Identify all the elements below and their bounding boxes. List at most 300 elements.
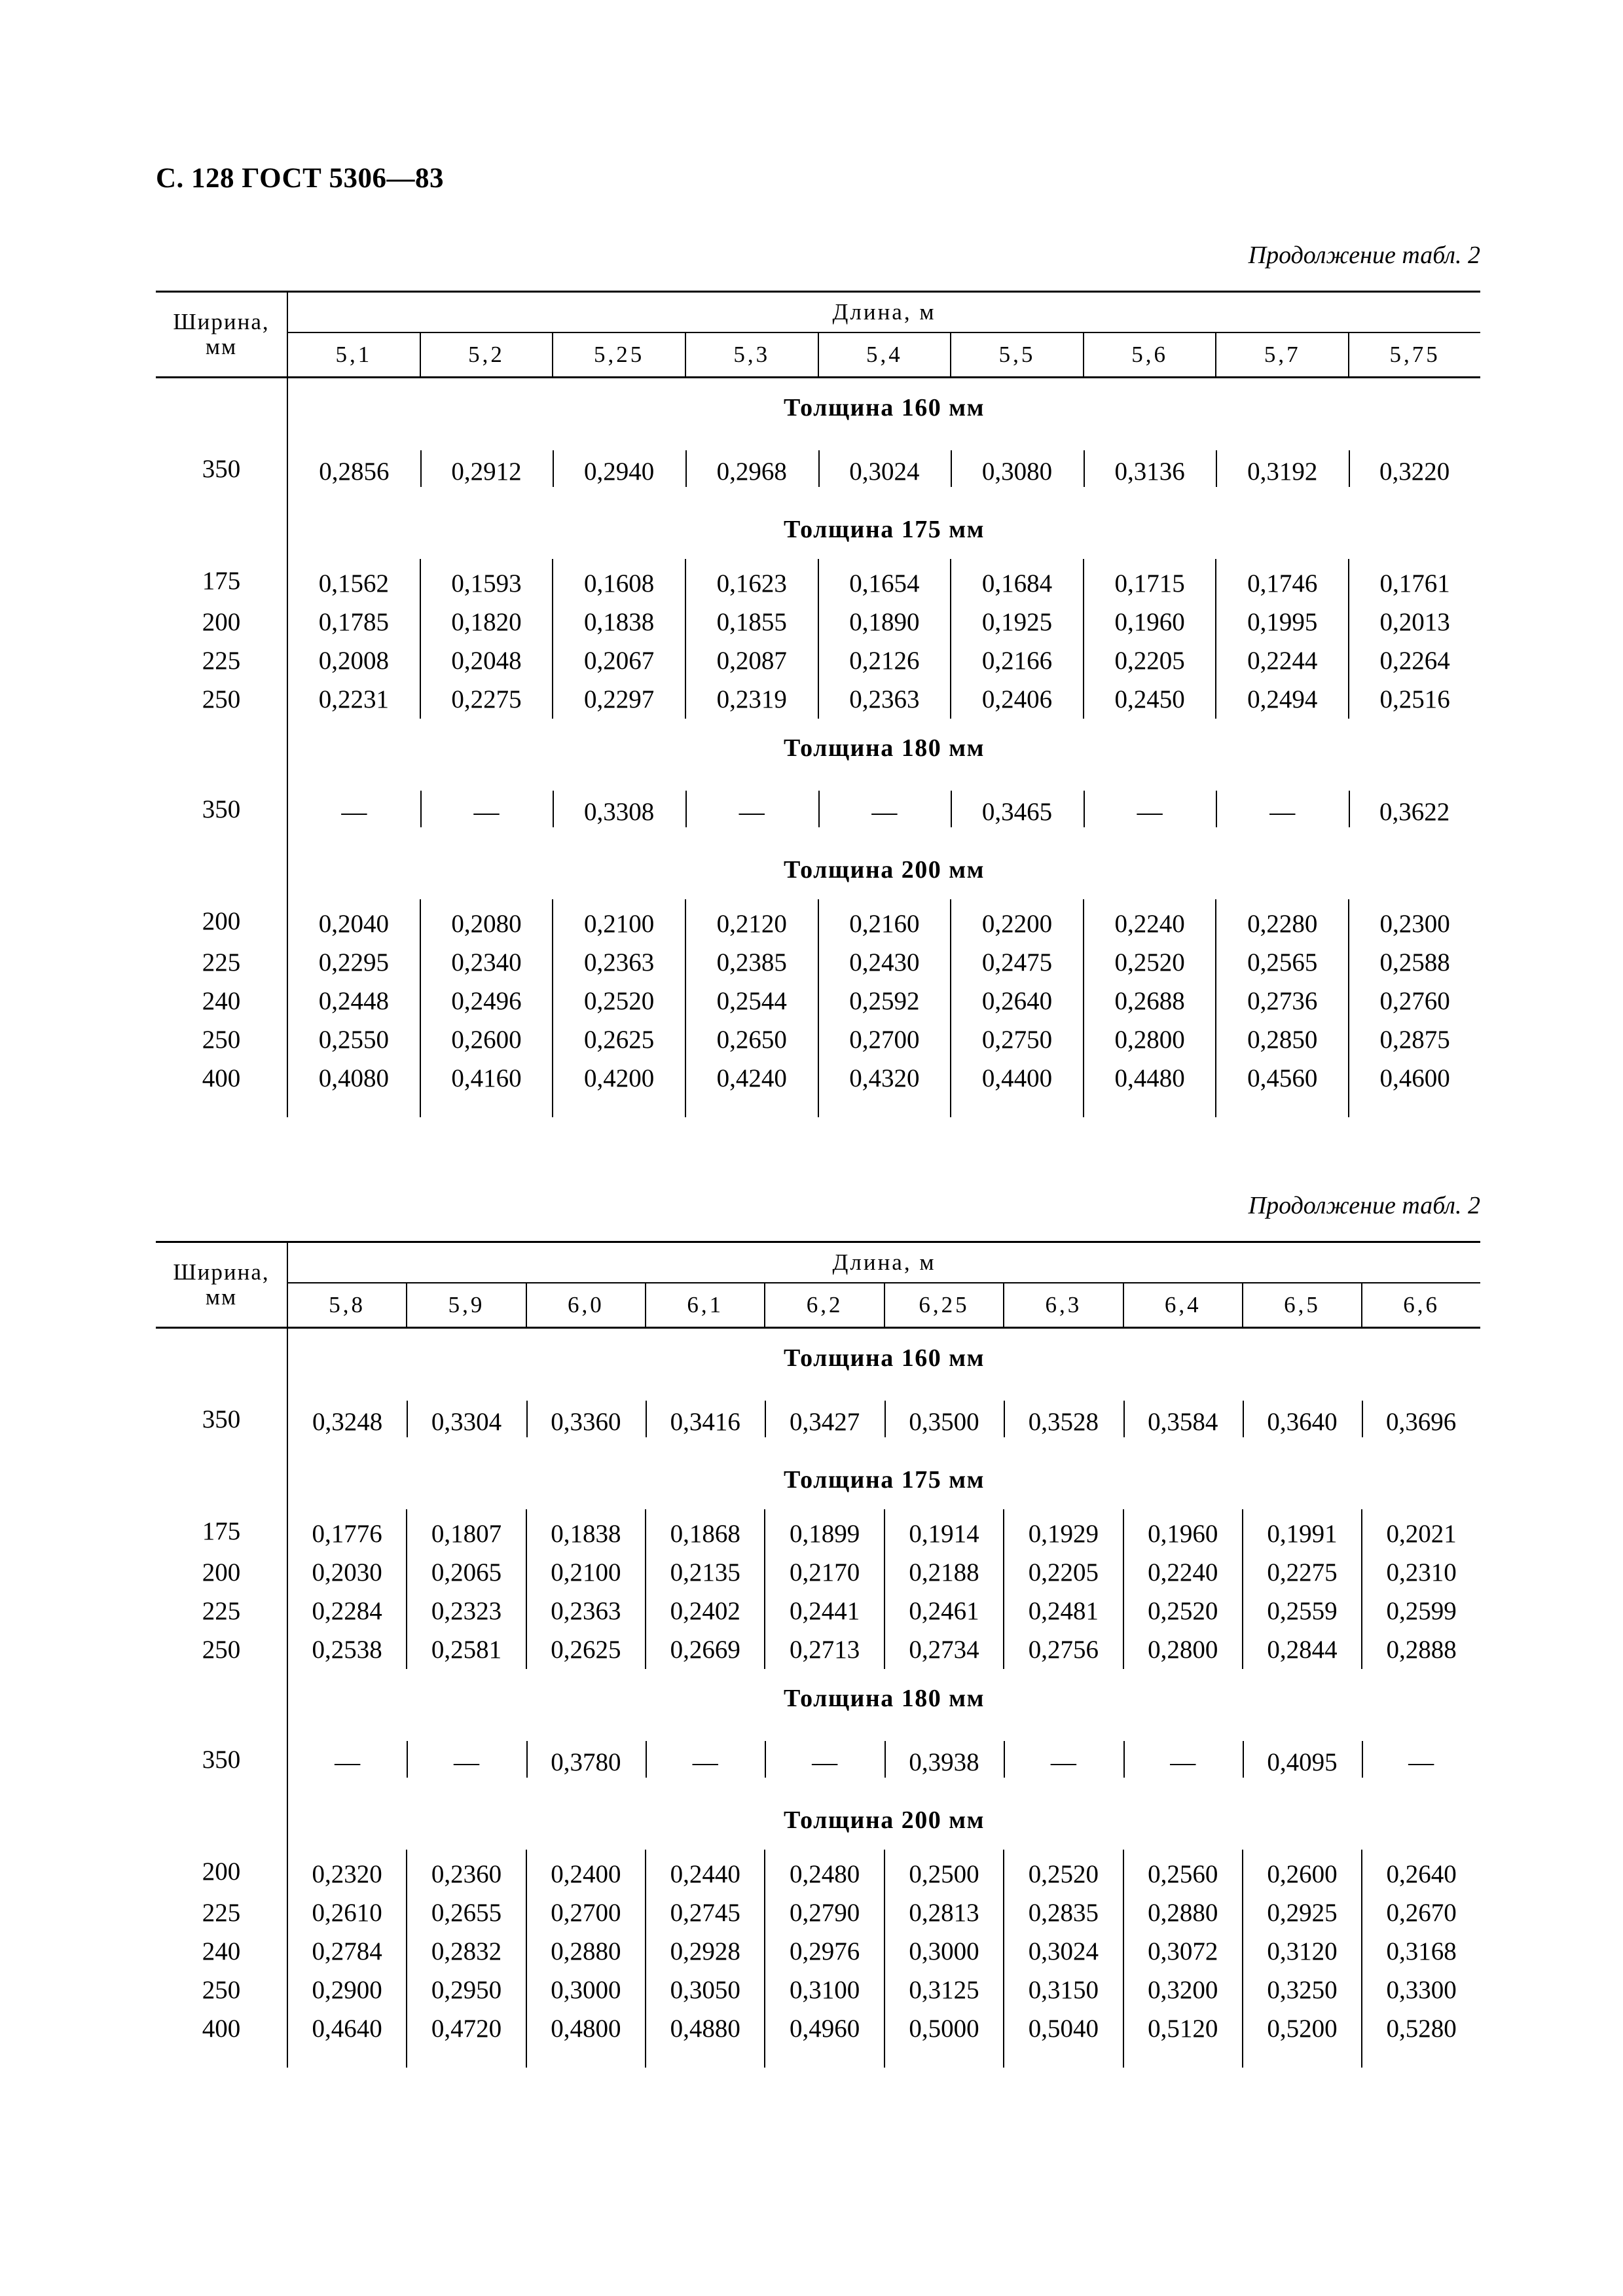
value-cell: 0,2087 <box>685 641 818 680</box>
value-cell: — <box>341 797 367 826</box>
value-cell: 0,3304 <box>407 1388 526 1450</box>
value-cell: 0,2461 <box>884 1592 1004 1630</box>
length-column-header: Длина, м <box>287 1242 1480 1283</box>
value-cell: 0,1995 <box>1216 603 1349 641</box>
thickness-section-title: Толщина 175 мм <box>287 500 1480 559</box>
value-cell: 0,2520 <box>1084 943 1216 982</box>
value-cell: — <box>1084 778 1216 840</box>
value-cell: 0,2013 <box>1349 603 1480 641</box>
value-spacer-cell <box>553 1098 685 1117</box>
value-cell: 0,2440 <box>646 1850 765 1893</box>
length-header-cell: 5,25 <box>553 332 685 378</box>
length-header-cell: 6,0 <box>526 1283 646 1328</box>
length-header-cell: 5,9 <box>407 1283 526 1328</box>
value-cell: 0,2832 <box>407 1932 526 1971</box>
value-cell: — <box>335 1748 361 1776</box>
table-row <box>156 778 1480 840</box>
length-header-cell: 5,8 <box>287 1283 407 1328</box>
thickness-section-title: Толщина 180 мм <box>287 1669 1480 1728</box>
value-cell: — <box>1362 1728 1480 1791</box>
value-cell: 0,1562 <box>318 569 389 598</box>
width-cell: 350 <box>156 778 287 840</box>
value-cell: 0,2888 <box>1362 1630 1480 1669</box>
width-spacer-cell <box>156 1669 287 1728</box>
value-cell: 0,2188 <box>884 1553 1004 1592</box>
value-cell: 0,2700 <box>818 1020 951 1059</box>
value-cell: 0,1684 <box>951 559 1084 603</box>
value-cell: 0,1899 <box>765 1509 884 1553</box>
value-cell: 0,2494 <box>1216 680 1349 719</box>
table-row <box>156 437 1480 500</box>
value-cell: 0,3000 <box>526 1971 646 2009</box>
width-spacer-cell <box>156 840 287 899</box>
value-cell: 0,2297 <box>553 680 685 719</box>
width-cell: 200 <box>156 603 287 641</box>
table-row <box>156 1728 1480 1791</box>
width-spacer-cell <box>156 1328 287 1388</box>
value-cell: 0,2475 <box>951 943 1084 982</box>
value-cell: — <box>818 778 951 840</box>
value-spacer-cell <box>1216 1098 1349 1117</box>
value-cell: — <box>1216 778 1349 840</box>
value-cell: 0,1991 <box>1243 1509 1362 1553</box>
value-cell: 0,2385 <box>685 943 818 982</box>
width-spacer-cell <box>156 2048 287 2068</box>
table-tail-row <box>156 1098 1480 1117</box>
value-cell: 0,2363 <box>818 680 951 719</box>
value-cell: 0,2925 <box>1243 1893 1362 1932</box>
value-cell: 0,4160 <box>420 1059 553 1098</box>
value-cell: 0,3360 <box>526 1388 646 1450</box>
value-cell: 0,2950 <box>407 1971 526 2009</box>
value-cell: 0,1608 <box>553 559 685 603</box>
value-cell: 0,1929 <box>1004 1509 1123 1553</box>
table-row <box>156 1630 1480 1669</box>
value-cell: 0,2736 <box>1216 982 1349 1020</box>
width-cell: 350 <box>156 1388 287 1450</box>
value-cell: 0,2912 <box>420 437 553 500</box>
value-cell: 0,2800 <box>1084 1020 1216 1059</box>
value-cell: 0,2021 <box>1362 1509 1480 1553</box>
value-cell: 0,3050 <box>646 1971 765 2009</box>
value-cell: 0,3100 <box>765 1971 884 2009</box>
table-row <box>156 1059 1480 1098</box>
value-cell: 0,2340 <box>420 943 553 982</box>
value-cell: 0,2600 <box>1243 1850 1362 1893</box>
value-cell: 0,3200 <box>1123 1971 1243 2009</box>
value-cell: 0,2280 <box>1216 899 1349 943</box>
value-cell: 0,2560 <box>1123 1850 1243 1893</box>
value-cell: 0,4720 <box>407 2009 526 2048</box>
value-cell: 0,1838 <box>553 603 685 641</box>
value-cell: 0,3465 <box>951 778 1084 840</box>
value-cell: 0,3250 <box>1243 1971 1362 2009</box>
value-cell: 0,3120 <box>1243 1932 1362 1971</box>
value-cell: 0,3640 <box>1243 1388 1362 1450</box>
table-row <box>156 1932 1480 1971</box>
value-cell: 0,2500 <box>884 1850 1004 1893</box>
value-cell: — <box>1123 1728 1243 1791</box>
width-cell: 240 <box>156 982 287 1020</box>
width-cell: 250 <box>156 680 287 719</box>
value-cell: 0,2900 <box>312 1976 382 2004</box>
length-header-cell: 5,7 <box>1216 332 1349 378</box>
value-cell: 0,4480 <box>1084 1059 1216 1098</box>
table-row <box>156 943 1480 982</box>
width-spacer-cell <box>156 1791 287 1850</box>
value-cell: 0,2734 <box>884 1630 1004 1669</box>
value-cell: 0,3168 <box>1362 1932 1480 1971</box>
value-cell: 0,2231 <box>318 685 389 713</box>
value-cell: 0,2100 <box>553 899 685 943</box>
width-cell: 250 <box>156 1020 287 1059</box>
value-cell: — <box>685 778 818 840</box>
value-cell: 0,4320 <box>818 1059 951 1098</box>
value-cell: 0,2599 <box>1362 1592 1480 1630</box>
value-cell: 0,3416 <box>646 1388 765 1450</box>
value-cell: 0,2880 <box>526 1932 646 1971</box>
value-cell: 0,2592 <box>818 982 951 1020</box>
value-cell: 0,4800 <box>526 2009 646 2048</box>
value-cell: 0,2559 <box>1243 1592 1362 1630</box>
value-cell: 0,2481 <box>1004 1592 1123 1630</box>
thickness-section-title: Толщина 160 мм <box>287 378 1480 438</box>
width-column-header <box>156 1242 287 1328</box>
value-cell: 0,2745 <box>646 1893 765 1932</box>
value-cell: 0,5200 <box>1243 2009 1362 2048</box>
thickness-section-title: Толщина 160 мм <box>287 1328 1480 1388</box>
value-spacer-cell <box>287 2048 407 2068</box>
value-spacer-cell <box>1084 1098 1216 1117</box>
value-cell: 0,2048 <box>420 641 553 680</box>
value-cell: 0,3622 <box>1349 778 1480 840</box>
thickness-section-title: Толщина 180 мм <box>287 719 1480 778</box>
value-cell: 0,2300 <box>1349 899 1480 943</box>
length-header-cell: 6,1 <box>646 1283 765 1328</box>
value-cell: 0,2441 <box>765 1592 884 1630</box>
value-cell: 0,2126 <box>818 641 951 680</box>
value-cell: 0,2100 <box>526 1553 646 1592</box>
thickness-section-title: Толщина 175 мм <box>287 1450 1480 1509</box>
width-column-header <box>156 292 287 378</box>
value-cell: 0,2275 <box>420 680 553 719</box>
width-header-unit: мм <box>205 1284 238 1310</box>
value-cell: 0,4560 <box>1216 1059 1349 1098</box>
value-cell: 0,3248 <box>312 1407 383 1436</box>
value-spacer-cell <box>765 2048 884 2068</box>
table-tail-row <box>156 2048 1480 2068</box>
value-cell: 0,3500 <box>884 1388 1004 1450</box>
width-cell: 400 <box>156 2009 287 2048</box>
width-spacer-cell <box>156 1450 287 1509</box>
value-cell: 0,2565 <box>1216 943 1349 982</box>
length-header-cell: 5,4 <box>818 332 951 378</box>
value-cell: 0,2976 <box>765 1932 884 1971</box>
table-row <box>156 680 1480 719</box>
value-cell: 0,2450 <box>1084 680 1216 719</box>
value-cell: 0,2516 <box>1349 680 1480 719</box>
value-cell: 0,2264 <box>1349 641 1480 680</box>
value-cell: 0,3300 <box>1362 1971 1480 2009</box>
value-cell: 0,1868 <box>646 1509 765 1553</box>
value-cell: 0,2430 <box>818 943 951 982</box>
value-spacer-cell <box>1243 2048 1362 2068</box>
width-header-line: Ширина, <box>173 309 270 334</box>
length-header-cell: 6,3 <box>1004 1283 1123 1328</box>
value-cell: 0,2065 <box>407 1553 526 1592</box>
table-continuation-label: Продолжение табл. 2 <box>1248 242 1480 269</box>
width-cell: 350 <box>156 437 287 500</box>
table-continuation-label: Продолжение табл. 2 <box>1248 1192 1480 1219</box>
length-header-cell: 5,2 <box>420 332 553 378</box>
width-cell: 200 <box>156 899 287 943</box>
value-cell: 0,3528 <box>1004 1388 1123 1450</box>
value-spacer-cell <box>407 2048 526 2068</box>
length-header-cell: 6,2 <box>765 1283 884 1328</box>
value-cell: 0,4600 <box>1349 1059 1480 1098</box>
value-cell: 0,2363 <box>526 1592 646 1630</box>
value-cell: 0,2496 <box>420 982 553 1020</box>
table-row <box>156 559 1480 603</box>
value-cell: 0,4640 <box>312 2015 382 2043</box>
value-cell: — <box>407 1728 526 1791</box>
value-cell: 0,2520 <box>1123 1592 1243 1630</box>
width-cell: 200 <box>156 1553 287 1592</box>
value-cell: 0,2750 <box>951 1020 1084 1059</box>
value-spacer-cell <box>1004 2048 1123 2068</box>
value-cell: 0,2655 <box>407 1893 526 1932</box>
length-header-cell: 6,5 <box>1243 1283 1362 1328</box>
value-cell: 0,2928 <box>646 1932 765 1971</box>
value-cell: 0,1914 <box>884 1509 1004 1553</box>
value-cell: 0,3696 <box>1362 1388 1480 1450</box>
value-spacer-cell <box>646 2048 765 2068</box>
width-spacer-cell <box>156 1098 287 1117</box>
value-cell: 0,2402 <box>646 1592 765 1630</box>
value-cell: 0,4095 <box>1243 1728 1362 1791</box>
table-row <box>156 982 1480 1020</box>
value-cell: 0,2040 <box>318 910 389 938</box>
value-cell: 0,4200 <box>553 1059 685 1098</box>
weight-table <box>156 1241 1480 2068</box>
value-cell: 0,2008 <box>318 647 389 675</box>
value-cell: 0,2323 <box>407 1592 526 1630</box>
table-row <box>156 1850 1480 1893</box>
value-cell: 0,1761 <box>1349 559 1480 603</box>
value-cell: 0,3024 <box>1004 1932 1123 1971</box>
value-cell: 0,3584 <box>1123 1388 1243 1450</box>
value-cell: 0,2625 <box>553 1020 685 1059</box>
value-cell: 0,2600 <box>420 1020 553 1059</box>
value-cell: 0,2813 <box>884 1893 1004 1932</box>
value-cell: 0,2844 <box>1243 1630 1362 1669</box>
value-cell: 0,2790 <box>765 1893 884 1932</box>
value-cell: 0,5040 <box>1004 2009 1123 2048</box>
value-cell: 0,2363 <box>553 943 685 982</box>
value-cell: 0,1820 <box>420 603 553 641</box>
value-cell: 0,4080 <box>318 1064 389 1092</box>
value-cell: 0,2650 <box>685 1020 818 1059</box>
value-cell: 0,3024 <box>818 437 951 500</box>
value-cell: 0,2538 <box>312 1636 382 1664</box>
value-cell: 0,2275 <box>1243 1553 1362 1592</box>
table-row <box>156 899 1480 943</box>
length-header-cell: 6,25 <box>884 1283 1004 1328</box>
value-spacer-cell <box>526 2048 646 2068</box>
value-cell: 0,2669 <box>646 1630 765 1669</box>
value-spacer-cell <box>1362 2048 1480 2068</box>
table-row <box>156 641 1480 680</box>
value-cell: 0,2713 <box>765 1630 884 1669</box>
value-cell: 0,2756 <box>1004 1630 1123 1669</box>
value-cell: 0,1960 <box>1084 603 1216 641</box>
value-cell: — <box>1004 1728 1123 1791</box>
value-cell: 0,2800 <box>1123 1630 1243 1669</box>
value-cell: 0,4960 <box>765 2009 884 2048</box>
width-cell: 225 <box>156 641 287 680</box>
value-cell: 0,4400 <box>951 1059 1084 1098</box>
width-cell: 250 <box>156 1630 287 1669</box>
value-cell: 0,1785 <box>318 608 389 636</box>
table-row <box>156 2009 1480 2048</box>
value-cell: 0,2520 <box>1004 1850 1123 1893</box>
table-row <box>156 1388 1480 1450</box>
value-cell: 0,2135 <box>646 1553 765 1592</box>
width-spacer-cell <box>156 500 287 559</box>
value-cell: 0,2205 <box>1084 641 1216 680</box>
width-cell: 240 <box>156 1932 287 1971</box>
value-spacer-cell <box>1123 2048 1243 2068</box>
value-cell: 0,2670 <box>1362 1893 1480 1932</box>
value-spacer-cell <box>884 2048 1004 2068</box>
value-cell: 0,2170 <box>765 1553 884 1592</box>
value-cell: 0,2688 <box>1084 982 1216 1020</box>
value-spacer-cell <box>287 1098 420 1117</box>
table-row <box>156 1893 1480 1932</box>
value-cell: 0,2760 <box>1349 982 1480 1020</box>
value-cell: 0,1715 <box>1084 559 1216 603</box>
value-cell: 0,2200 <box>951 899 1084 943</box>
thickness-section-title: Толщина 200 мм <box>287 840 1480 899</box>
value-cell: 0,2067 <box>553 641 685 680</box>
value-cell: 0,3427 <box>765 1388 884 1450</box>
width-cell: 225 <box>156 1592 287 1630</box>
width-spacer-cell <box>156 719 287 778</box>
value-cell: 0,3308 <box>553 778 685 840</box>
value-cell: 0,2400 <box>526 1850 646 1893</box>
table-row <box>156 1592 1480 1630</box>
width-cell: 200 <box>156 1850 287 1893</box>
value-cell: — <box>420 778 553 840</box>
value-cell: 0,2030 <box>312 1558 382 1587</box>
value-cell: 0,2448 <box>318 987 389 1015</box>
value-cell: 0,1807 <box>407 1509 526 1553</box>
value-cell: 0,2240 <box>1084 899 1216 943</box>
table-row <box>156 1553 1480 1592</box>
value-cell: 0,5120 <box>1123 2009 1243 2048</box>
table-row <box>156 1971 1480 2009</box>
width-cell: 225 <box>156 1893 287 1932</box>
width-header-unit: мм <box>205 334 238 359</box>
value-cell: 0,2700 <box>526 1893 646 1932</box>
length-header-cell: 5,5 <box>951 332 1084 378</box>
value-cell: 0,1776 <box>312 1520 382 1548</box>
length-header-cell: 6,6 <box>1362 1283 1480 1328</box>
length-header-cell: 5,1 <box>287 332 420 378</box>
value-cell: 0,4240 <box>685 1059 818 1098</box>
value-cell: 0,3220 <box>1349 437 1480 500</box>
value-cell: 0,1654 <box>818 559 951 603</box>
width-cell: 250 <box>156 1971 287 2009</box>
value-cell: 0,2856 <box>319 457 390 486</box>
value-cell: — <box>765 1728 884 1791</box>
value-cell: 0,2319 <box>685 680 818 719</box>
value-cell: 0,3780 <box>526 1728 646 1791</box>
value-cell: 0,3080 <box>951 437 1084 500</box>
value-cell: 0,2640 <box>1362 1850 1480 1893</box>
value-cell: 0,1746 <box>1216 559 1349 603</box>
value-cell: 0,2544 <box>685 982 818 1020</box>
value-spacer-cell <box>951 1098 1084 1117</box>
table-row <box>156 1020 1480 1059</box>
thickness-section-title: Толщина 200 мм <box>287 1791 1480 1850</box>
weight-table <box>156 291 1480 1117</box>
table-row <box>156 1509 1480 1553</box>
value-cell: 0,1960 <box>1123 1509 1243 1553</box>
value-cell: 0,3000 <box>884 1932 1004 1971</box>
value-cell: 0,2850 <box>1216 1020 1349 1059</box>
value-cell: 0,2406 <box>951 680 1084 719</box>
value-cell: 0,2244 <box>1216 641 1349 680</box>
value-cell: 0,2588 <box>1349 943 1480 982</box>
value-cell: 0,2610 <box>312 1899 382 1927</box>
value-cell: 0,3125 <box>884 1971 1004 2009</box>
value-cell: 0,3136 <box>1084 437 1216 500</box>
length-header-cell: 6,4 <box>1123 1283 1243 1328</box>
value-cell: 0,1890 <box>818 603 951 641</box>
value-spacer-cell <box>685 1098 818 1117</box>
value-cell: 0,2550 <box>318 1026 389 1054</box>
value-cell: 0,1593 <box>420 559 553 603</box>
width-spacer-cell <box>156 378 287 438</box>
value-cell: 0,2166 <box>951 641 1084 680</box>
value-cell: 0,2120 <box>685 899 818 943</box>
value-cell: 0,2480 <box>765 1850 884 1893</box>
value-cell: 0,1623 <box>685 559 818 603</box>
value-cell: 0,3072 <box>1123 1932 1243 1971</box>
value-cell: 0,2875 <box>1349 1020 1480 1059</box>
value-cell: — <box>646 1728 765 1791</box>
length-header-cell: 5,75 <box>1349 332 1480 378</box>
value-spacer-cell <box>1349 1098 1480 1117</box>
value-cell: 0,1925 <box>951 603 1084 641</box>
width-cell: 225 <box>156 943 287 982</box>
value-cell: 0,2320 <box>312 1860 382 1888</box>
value-cell: 0,1838 <box>526 1509 646 1553</box>
value-cell: 0,2880 <box>1123 1893 1243 1932</box>
value-cell: 0,2295 <box>318 948 389 977</box>
width-header-line: Ширина, <box>173 1259 270 1285</box>
value-cell: 0,2940 <box>553 437 685 500</box>
width-cell: 400 <box>156 1059 287 1098</box>
width-cell: 350 <box>156 1728 287 1791</box>
value-cell: 0,4880 <box>646 2009 765 2048</box>
length-header-cell: 5,6 <box>1084 332 1216 378</box>
value-cell: 0,2581 <box>407 1630 526 1669</box>
value-cell: 0,2310 <box>1362 1553 1480 1592</box>
value-cell: 0,5000 <box>884 2009 1004 2048</box>
value-cell: 0,2360 <box>407 1850 526 1893</box>
